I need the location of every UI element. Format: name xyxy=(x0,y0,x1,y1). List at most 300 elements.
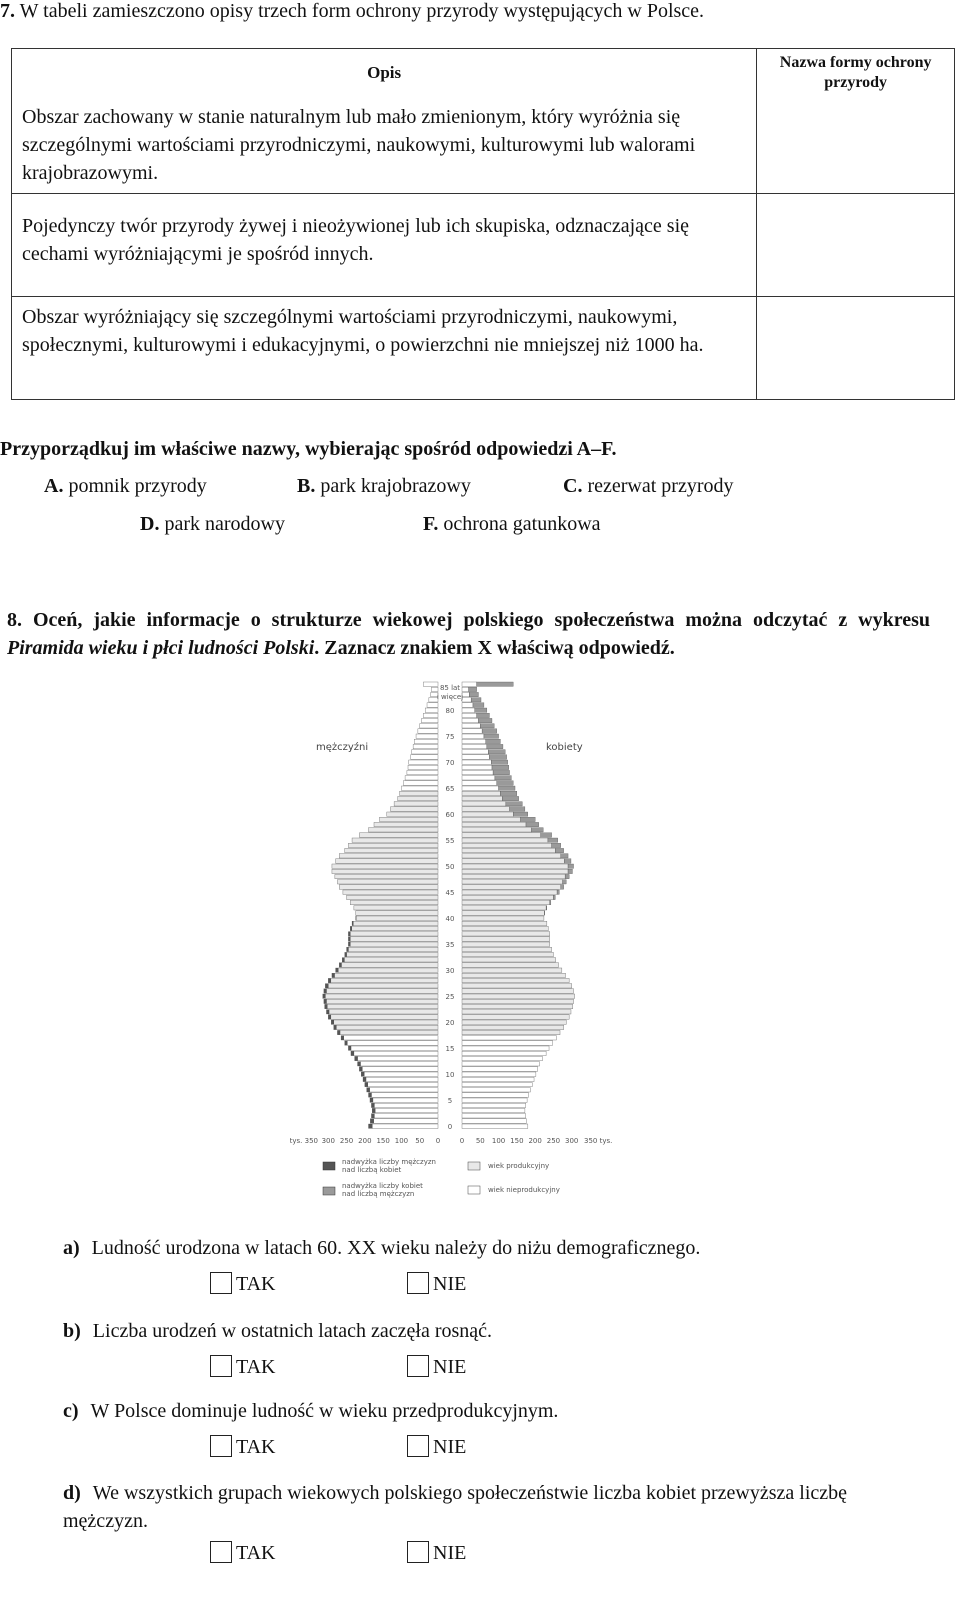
bar-men-surplus-age-21 xyxy=(328,1015,331,1019)
bar-women-surplus-age-43 xyxy=(550,900,551,904)
bar-women-age-0 xyxy=(462,1124,528,1128)
bar-men-age-1 xyxy=(374,1119,438,1123)
bar-men-age-24 xyxy=(326,999,438,1003)
bar-men-age-72 xyxy=(412,750,438,754)
bar-women-age-15 xyxy=(462,1046,549,1050)
item-text: We wszystkich grupach wiekowych polskiego społeczeństwie liczba kobiet przewyższa liczbę mężczyzn. xyxy=(63,1482,848,1532)
bar-women-age-50 xyxy=(462,864,568,868)
bar-men-age-53 xyxy=(345,848,438,852)
description-1: Obszar zachowany w stanie naturalnym lub mało zmienionym, który wyróżnia się szczególnymi wartościami przyrodniczymi, naukowymi, kulturowymi lub walorami krajobrazowymi. xyxy=(22,106,696,184)
x-tick-label: 350 tys. xyxy=(584,1137,613,1146)
bar-men-age-17 xyxy=(344,1036,438,1040)
bar-men-age-35 xyxy=(350,942,438,946)
bar-men-age-11 xyxy=(362,1067,438,1071)
bar-women-age-5 xyxy=(462,1098,527,1102)
bar-men-age-32 xyxy=(344,958,438,962)
bar-women-age-23 xyxy=(462,1004,573,1008)
bar-men-surplus-age-24 xyxy=(324,999,327,1003)
option-letter: D. xyxy=(140,513,160,535)
header-nazwa: Nazwa formy ochrony przyrody xyxy=(779,54,932,91)
option-c xyxy=(563,475,733,498)
bar-men-age-51 xyxy=(336,859,438,863)
age-label: 0 xyxy=(447,1123,453,1132)
bar-women-age-66 xyxy=(462,781,497,785)
table-row xyxy=(12,49,757,194)
option-text: park narodowy xyxy=(164,513,285,535)
bar-women-surplus-age-57 xyxy=(531,828,543,832)
bar-men-age-40 xyxy=(356,916,438,920)
bar-women-age-44 xyxy=(462,895,553,899)
bar-women-age-8 xyxy=(462,1082,532,1086)
bar-women-age-36 xyxy=(462,937,550,941)
bar-men-surplus-age-1 xyxy=(370,1119,373,1123)
bar-men-age-74 xyxy=(414,739,438,743)
bar-men-surplus-age-12 xyxy=(358,1062,361,1066)
bar-men-surplus-age-3 xyxy=(372,1108,375,1112)
bar-women-surplus-age-51 xyxy=(564,859,571,863)
answer-row-c xyxy=(210,1436,276,1459)
bar-men-age-59 xyxy=(379,817,438,821)
bar-women-age-64 xyxy=(462,791,500,795)
bar-women-surplus-age-78 xyxy=(478,718,492,722)
bar-men-age-76 xyxy=(418,729,438,733)
item-d xyxy=(63,1480,883,1536)
bar-women-surplus-age-46 xyxy=(561,885,564,889)
bar-women-age-37 xyxy=(462,932,550,936)
bar-women-age-57 xyxy=(462,828,531,832)
bar-women-surplus-age-66 xyxy=(497,781,513,785)
bar-women-surplus-age-72 xyxy=(488,750,505,754)
tak-label: TAK xyxy=(236,1436,276,1458)
bar-men-surplus-age-27 xyxy=(325,984,328,988)
bar-women-surplus-age-52 xyxy=(561,854,568,858)
population-pyramid-chart xyxy=(290,676,620,1206)
bar-women-age-54 xyxy=(462,843,552,847)
bar-men-age-12 xyxy=(360,1062,438,1066)
women-label: kobiety xyxy=(546,742,583,753)
bar-women-age-16 xyxy=(462,1041,553,1045)
bar-men-surplus-age-23 xyxy=(325,1004,328,1008)
bar-women-age-72 xyxy=(462,750,488,754)
question-8-chart-title: Piramida wieku i płci ludności Polski xyxy=(7,637,315,659)
age-label: 35 xyxy=(445,941,455,950)
answer-row-d xyxy=(210,1542,276,1565)
bar-men-age-69 xyxy=(408,765,438,769)
bar-women-age-59 xyxy=(462,817,521,821)
x-tick-label: 200 xyxy=(358,1137,372,1146)
bar-men-surplus-age-6 xyxy=(369,1093,372,1097)
bar-men-age-56 xyxy=(359,833,438,837)
checkbox-tak-c[interactable] xyxy=(210,1435,232,1457)
age-label: 75 xyxy=(445,733,455,742)
bar-women-age-52 xyxy=(462,854,561,858)
bar-men-age-79 xyxy=(423,713,438,717)
bar-men-surplus-age-22 xyxy=(326,1010,329,1014)
bar-men-age-54 xyxy=(348,843,438,847)
bar-women-surplus-age-54 xyxy=(552,843,561,847)
age-label: 50 xyxy=(445,863,455,872)
bar-women-surplus-age-63 xyxy=(502,796,518,800)
bar-men-age-80 xyxy=(425,708,438,712)
x-tick-label: 100 xyxy=(491,1137,506,1146)
bar-men-age-42 xyxy=(354,906,438,910)
nie-label: NIE xyxy=(433,1273,467,1295)
bar-men-age-20 xyxy=(334,1020,438,1024)
checkbox-nie-b[interactable] xyxy=(407,1355,429,1377)
bar-women-age-11 xyxy=(462,1067,538,1071)
age-label: 30 xyxy=(445,967,455,976)
bar-women-surplus-age-81 xyxy=(473,703,484,707)
bar-women-surplus-age-71 xyxy=(489,755,506,759)
bar-women-age-1 xyxy=(462,1119,526,1123)
bar-men-age-10 xyxy=(364,1072,438,1076)
nie-label: NIE xyxy=(433,1356,467,1378)
bar-men-surplus-age-39 xyxy=(352,921,353,925)
bar-women-age-40 xyxy=(462,916,544,920)
bar-women-age-79 xyxy=(462,713,477,717)
age-label: 80 xyxy=(445,707,455,716)
bar-women-age-7 xyxy=(462,1088,530,1092)
header-name-answer-cell[interactable] xyxy=(757,49,955,194)
bar-men-surplus-age-2 xyxy=(371,1114,374,1118)
bar-women-surplus-age-55 xyxy=(548,838,558,842)
bar-women-age-4 xyxy=(462,1103,526,1107)
bar-men-age-62 xyxy=(394,802,438,806)
bar-men-age-2 xyxy=(374,1114,438,1118)
bar-women-age-61 xyxy=(462,807,510,811)
question-8-title xyxy=(7,606,930,662)
bar-women-surplus-age-83 xyxy=(469,692,478,696)
bar-women-surplus-age-48 xyxy=(565,874,569,878)
bar-men-surplus-age-20 xyxy=(331,1020,334,1024)
bar-women-age-58 xyxy=(462,822,526,826)
tak-label: TAK xyxy=(236,1356,276,1378)
checkbox-nie-c[interactable] xyxy=(407,1435,429,1457)
answer-row-b-nie xyxy=(407,1356,466,1379)
age-label: 65 xyxy=(445,785,455,794)
bar-women-age-20 xyxy=(462,1020,566,1024)
bar-men-surplus-age-28 xyxy=(328,978,331,982)
answer-row-a-nie xyxy=(407,1273,466,1296)
x-tick-label: 150 xyxy=(510,1137,524,1146)
bar-women-age-26 xyxy=(462,989,574,993)
bar-women-surplus-age-68 xyxy=(493,770,509,774)
bar-women-age-70 xyxy=(462,760,491,764)
bar-men-age-9 xyxy=(366,1077,438,1081)
bar-men-age-65 xyxy=(401,786,438,790)
bar-men-age-8 xyxy=(368,1082,438,1086)
age-label: 85 lat xyxy=(439,684,461,692)
men-label: mężczyźni xyxy=(316,742,369,753)
bar-men-age-7 xyxy=(370,1088,438,1092)
bar-men-age-30 xyxy=(338,968,438,972)
bar-men-age-26 xyxy=(326,989,438,993)
checkbox-nie-a[interactable] xyxy=(407,1272,429,1294)
x-tick-label: 0 xyxy=(459,1137,465,1146)
checkbox-tak-b[interactable] xyxy=(210,1355,232,1377)
bar-women-age-22 xyxy=(462,1010,571,1014)
age-label: i więcej xyxy=(436,693,464,701)
bar-men-age-50 xyxy=(332,864,438,868)
bar-men-age-55 xyxy=(352,838,438,842)
bar-men-surplus-age-36 xyxy=(348,937,350,941)
bar-men-surplus-age-31 xyxy=(339,963,341,967)
option-text: park krajobrazowy xyxy=(320,475,471,497)
bar-men-age-39 xyxy=(353,921,438,925)
bar-women-surplus-age-82 xyxy=(471,698,481,702)
x-tick-label: 50 xyxy=(475,1137,485,1146)
age-label: 5 xyxy=(447,1097,453,1106)
item-letter: d) xyxy=(63,1482,81,1504)
age-label: 10 xyxy=(445,1071,455,1080)
bar-men-age-77 xyxy=(420,724,438,728)
nie-label: NIE xyxy=(433,1436,467,1458)
bar-men-age-25 xyxy=(325,994,438,998)
bar-men-surplus-age-30 xyxy=(336,968,339,972)
age-label: 55 xyxy=(445,837,455,846)
bar-men-surplus-age-34 xyxy=(347,947,349,951)
bar-women-age-33 xyxy=(462,952,553,956)
bar-women-surplus-age-74 xyxy=(486,739,501,743)
bar-men-age-0 xyxy=(372,1124,438,1128)
bar-men-age-66 xyxy=(403,781,438,785)
checkbox-nie-d[interactable] xyxy=(407,1541,429,1563)
header-opis: Opis xyxy=(367,63,402,82)
bar-women-age-35 xyxy=(462,942,550,946)
answer-row-a xyxy=(210,1273,276,1296)
bar-women-age-45 xyxy=(462,890,557,894)
bar-women-surplus-age-75 xyxy=(484,734,499,738)
bar-women-age-43 xyxy=(462,900,550,904)
bar-men-age-57 xyxy=(369,828,438,832)
age-label: 20 xyxy=(445,1019,455,1028)
option-text: pomnik przyrody xyxy=(68,475,207,497)
answer-row-b xyxy=(210,1356,276,1379)
bar-women-age-32 xyxy=(462,958,556,962)
tak-label: TAK xyxy=(236,1273,276,1295)
bar-women-age-82 xyxy=(462,698,471,702)
x-tick-label: 250 xyxy=(339,1137,354,1146)
question-7-title xyxy=(0,0,704,23)
x-tick-label: 250 xyxy=(546,1137,561,1146)
bar-men-age-38 xyxy=(352,926,438,930)
nie-label: NIE xyxy=(433,1542,467,1564)
bar-women-age-84 xyxy=(462,687,469,691)
bar-women-age-41 xyxy=(462,911,544,915)
bar-men-age-61 xyxy=(390,807,438,811)
bar-men-age-45 xyxy=(343,890,438,894)
bar-women-age-18 xyxy=(462,1030,560,1034)
bar-women-age-30 xyxy=(462,968,562,972)
bar-women-surplus-age-76 xyxy=(482,729,497,733)
option-text: rezerwat przyrody xyxy=(587,475,734,497)
bar-women-surplus-age-73 xyxy=(487,744,503,748)
bar-women-age-38 xyxy=(462,926,548,930)
table-row xyxy=(12,194,757,297)
bar-women-age-29 xyxy=(462,973,565,977)
bar-men-age-15 xyxy=(351,1046,438,1050)
bar-women-surplus-age-62 xyxy=(506,802,522,806)
bar-men-age-71 xyxy=(411,755,438,759)
bar-women-age-60 xyxy=(462,812,513,816)
bar-women-age-21 xyxy=(462,1015,569,1019)
bar-men-age-22 xyxy=(329,1010,438,1014)
legend-swatch-female-surplus xyxy=(323,1187,335,1195)
age-label: 60 xyxy=(445,811,455,820)
x-tick-label: 150 xyxy=(376,1137,390,1146)
option-f xyxy=(423,513,601,536)
bar-women-age-74 xyxy=(462,739,486,743)
option-letter: A. xyxy=(44,475,64,497)
question-8-text-before: Oceń, jakie informacje o strukturze wiekowej polskiego społeczeństwa można odczytać z wykresu xyxy=(32,609,931,631)
bar-men-surplus-age-18 xyxy=(337,1030,340,1034)
x-axis-ticks xyxy=(290,1137,612,1145)
x-tick-label: 300 xyxy=(565,1137,579,1146)
bar-men-age-84 xyxy=(431,687,438,691)
bar-men-age-41 xyxy=(356,911,438,915)
bar-men-age-49 xyxy=(332,869,438,873)
age-label: 40 xyxy=(445,915,455,924)
bar-women-age-13 xyxy=(462,1056,542,1060)
question-7-number: 7. xyxy=(0,0,15,22)
bar-women-age-78 xyxy=(462,718,478,722)
bar-women-surplus-age-65 xyxy=(499,786,515,790)
option-b xyxy=(297,475,471,498)
bar-women-age-53 xyxy=(462,848,555,852)
answer-row-d-nie xyxy=(407,1542,466,1565)
bar-women-age-65 xyxy=(462,786,499,790)
bar-men-age-58 xyxy=(374,822,438,826)
bar-men-age-6 xyxy=(371,1093,438,1097)
bar-women-age-68 xyxy=(462,770,493,774)
checkbox-tak-d[interactable] xyxy=(210,1541,232,1563)
bar-women-surplus-age-49 xyxy=(568,869,572,873)
bar-men-surplus-age-13 xyxy=(355,1056,358,1060)
answer-cell-3[interactable] xyxy=(757,297,955,400)
bar-men-surplus-age-4 xyxy=(371,1103,374,1107)
item-c xyxy=(63,1400,558,1423)
bar-men-age-34 xyxy=(348,947,438,951)
bar-men-age-19 xyxy=(336,1025,438,1029)
bar-men-surplus-age-10 xyxy=(361,1072,364,1076)
bar-men-age-4 xyxy=(374,1103,438,1107)
bar-women-surplus-age-59 xyxy=(521,817,536,821)
bar-men-age-16 xyxy=(347,1041,438,1045)
tak-label: TAK xyxy=(236,1542,276,1564)
bar-women-age-67 xyxy=(462,776,495,780)
legend-male-surplus-2: nad liczbą kobiet xyxy=(342,1166,402,1174)
bar-women-age-51 xyxy=(462,859,564,863)
bar-men-surplus-age-16 xyxy=(345,1041,348,1045)
bar-men-age-31 xyxy=(341,963,438,967)
bar-women-surplus-age-58 xyxy=(526,822,539,826)
x-tick-label: 200 xyxy=(528,1137,542,1146)
legend-swatch-male-surplus xyxy=(323,1162,335,1170)
bar-women-surplus-age-80 xyxy=(475,708,487,712)
bar-women-surplus-age-77 xyxy=(480,724,494,728)
bar-women-age-81 xyxy=(462,703,473,707)
bar-women-age-27 xyxy=(462,984,572,988)
bar-women-surplus-age-47 xyxy=(563,880,567,884)
item-text: W Polsce dominuje ludność w wieku przedprodukcyjnym. xyxy=(90,1400,559,1422)
bar-women-surplus-age-61 xyxy=(510,807,525,811)
bar-men-surplus-age-35 xyxy=(348,942,350,946)
bar-women-age-73 xyxy=(462,744,487,748)
bar-women-age-62 xyxy=(462,802,506,806)
bar-women-age-25 xyxy=(462,994,575,998)
legend-female-surplus-2: nad liczbą mężczyzn xyxy=(342,1190,415,1198)
bar-men-surplus-age-9 xyxy=(363,1077,366,1081)
legend-productive: wiek produkcyjny xyxy=(488,1162,550,1170)
bar-women-age-3 xyxy=(462,1108,525,1112)
legend-male-surplus-1: nadwyżka liczby mężczyzn xyxy=(342,1158,436,1166)
option-d xyxy=(140,513,285,536)
answer-cell-2[interactable] xyxy=(757,194,955,297)
bar-men-age-73 xyxy=(413,744,438,748)
bar-women-age-14 xyxy=(462,1051,546,1055)
bar-men-surplus-age-38 xyxy=(350,926,351,930)
bar-women-age-63 xyxy=(462,796,502,800)
legend-swatch-nonproductive xyxy=(468,1186,480,1194)
bar-men-surplus-age-0 xyxy=(369,1124,373,1128)
bar-men-age-75 xyxy=(416,734,438,738)
age-label: 70 xyxy=(445,759,455,768)
bar-men-surplus-age-29 xyxy=(332,973,335,977)
option-letter: B. xyxy=(297,475,316,497)
option-text: ochrona gatunkowa xyxy=(443,513,601,535)
bar-men-age-60 xyxy=(387,812,438,816)
bar-men-surplus-age-25 xyxy=(323,994,326,998)
bar-men-surplus-age-11 xyxy=(359,1067,362,1071)
bar-men-age-21 xyxy=(331,1015,438,1019)
bar-women-age-75 xyxy=(462,734,484,738)
answer-row-c-nie xyxy=(407,1436,466,1459)
bar-men-surplus-age-5 xyxy=(370,1098,373,1102)
bar-men-age-68 xyxy=(407,770,438,774)
bar-men-age-28 xyxy=(331,978,438,982)
bar-women-surplus-age-64 xyxy=(500,791,516,795)
bar-women-surplus-age-44 xyxy=(553,895,555,899)
bar-men-age-23 xyxy=(327,1004,438,1008)
bar-women-age-77 xyxy=(462,724,480,728)
checkbox-tak-a[interactable] xyxy=(210,1272,232,1294)
bar-men-surplus-age-15 xyxy=(348,1046,351,1050)
bar-men-age-14 xyxy=(354,1051,438,1055)
question-7-text: W tabeli zamieszczono opisy trzech form ochrony przyrody występujących w Polsce. xyxy=(19,0,705,22)
bar-women-age-12 xyxy=(462,1062,540,1066)
bar-men-age-63 xyxy=(398,796,438,800)
bar-women-age-46 xyxy=(462,885,561,889)
bar-women-age-69 xyxy=(462,765,492,769)
bar-women-age-80 xyxy=(462,708,475,712)
bar-women-surplus-age-69 xyxy=(492,765,509,769)
x-tick-label: 300 xyxy=(321,1137,335,1146)
bar-men-surplus-age-14 xyxy=(351,1051,354,1055)
x-tick-label: 50 xyxy=(415,1137,425,1146)
bar-men-surplus-age-37 xyxy=(348,932,350,936)
bar-men-age-85 xyxy=(423,682,438,686)
bar-men-surplus-age-8 xyxy=(365,1082,368,1086)
bar-women-surplus-age-56 xyxy=(541,833,552,837)
bar-men-age-44 xyxy=(347,895,438,899)
bar-men-age-48 xyxy=(335,874,438,878)
bar-women-age-76 xyxy=(462,729,482,733)
bar-men-age-33 xyxy=(347,952,438,956)
question-8-number: 8. xyxy=(7,609,22,631)
bar-women-age-47 xyxy=(462,880,563,884)
legend-swatch-productive xyxy=(468,1162,480,1170)
item-text: Ludność urodzona w latach 60. XX wieku należy do niżu demograficznego. xyxy=(91,1237,701,1259)
